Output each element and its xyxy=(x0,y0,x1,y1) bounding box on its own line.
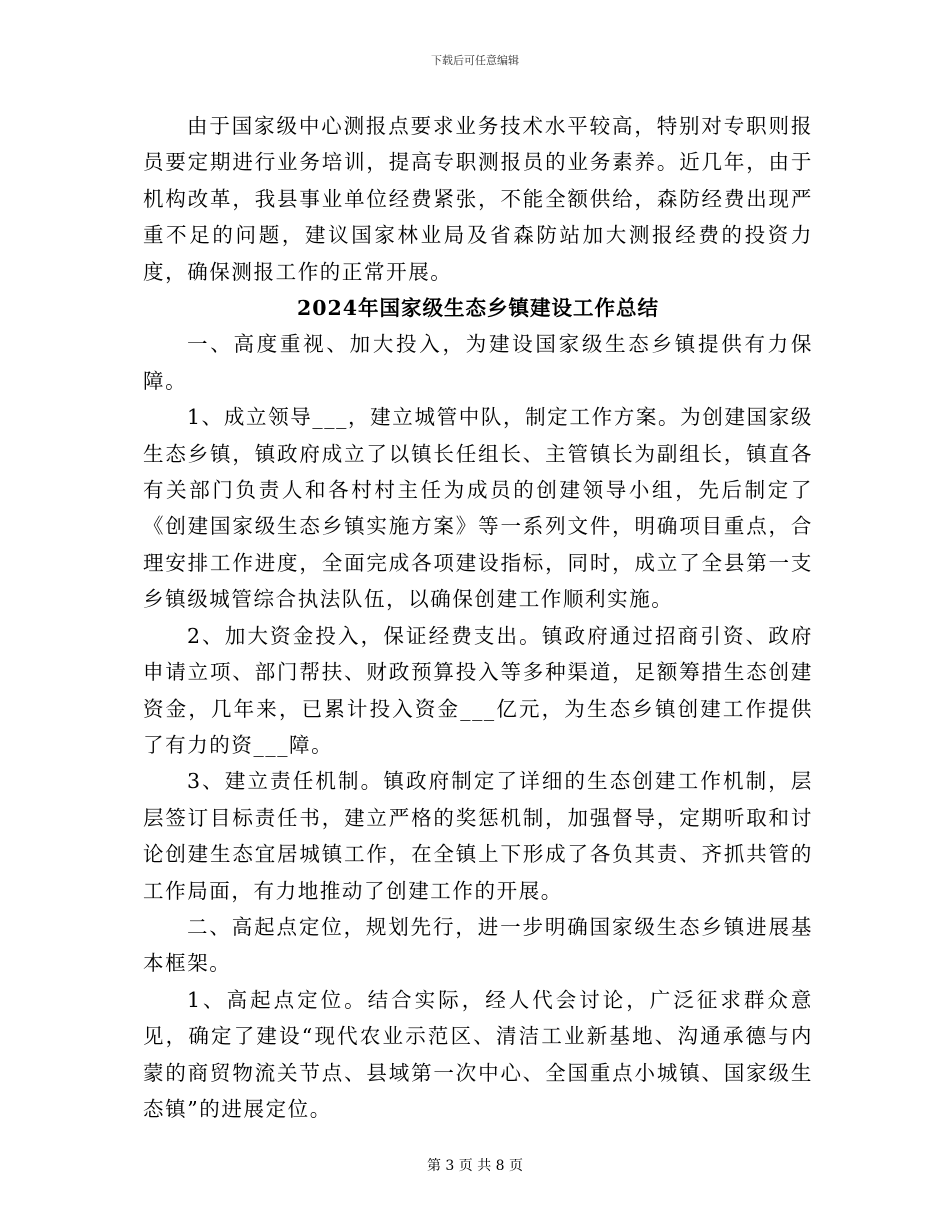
paragraph-1-3: 3、建立责任机制。镇政府制定了详细的生态创建工作机制，层层签订目标责任书，建立严格的奖惩机制，加强督导，定期听取和讨论创建生态宜居城镇工作，在全镇上下形成了各负其责、齐抓共管的工作局面，有力地推动了创建工作的开展。 xyxy=(143,769,813,903)
paragraph-1-2: 2、加大资金投入，保证经费支出。镇政府通过招商引资、政府申请立项、部门帮扶、财政预算投入等多种渠道，足额筹措生态创建资金，几年来，已累计投入资金___亿元，为生态乡镇创建工作提供了有力的资___障。 xyxy=(143,623,813,757)
page-header: 下载后可任意编辑 xyxy=(431,54,519,67)
section-heading-1: 一、高度重视、加大投入，为建设国家级生态乡镇提供有力保障。 xyxy=(143,332,813,393)
paragraph-2-1: 1、高起点定位。结合实际，经人代会讨论，广泛征求群众意见，确定了建设“现代农业示范区、清洁工业新基地、沟通承德与内蒙的商贸物流关节点、县域第一次中心、全国重点小城镇、国家级生态镇”的进展定位。 xyxy=(143,987,813,1121)
document-body xyxy=(143,108,813,1127)
section-heading-2: 二、高起点定位，规划先行，进一步明确国家级生态乡镇进展基本框架。 xyxy=(143,914,813,976)
paragraph-1-1: 1、成立领导___，建立城管中队，制定工作方案。为创建国家级生态乡镇，镇政府成立了以镇长任组长、主管镇长为副组长，镇直各有关部门负责人和各村村主任为成员的创建领导小组，先后制定了《创建国家级生态乡镇实施方案》等一系列文件，明确项目重点，合理安排工作进度，全面完成各项建设指标，同时，成立了全县第一支乡镇级城管综合执法队伍，以确保创建工作顺利实施。 xyxy=(143,405,813,612)
document-title: 2024年国家级生态乡镇建设工作总结 xyxy=(296,296,660,321)
paragraph-funding-note: 由于国家级中心测报点要求业务技术水平较高，特别对专职则报员要定期进行业务培训，提高专职测报员的业务素养。近几年，由于机构改革，我县事业单位经费紧张，不能全额供给，森防经费出现严重不足的问题，建议国家林业局及省森防站加大测报经费的投资力度，确保测报工作的正常开展。 xyxy=(143,114,813,284)
page-number: 第 3 页 共 8 页 xyxy=(426,1158,524,1174)
